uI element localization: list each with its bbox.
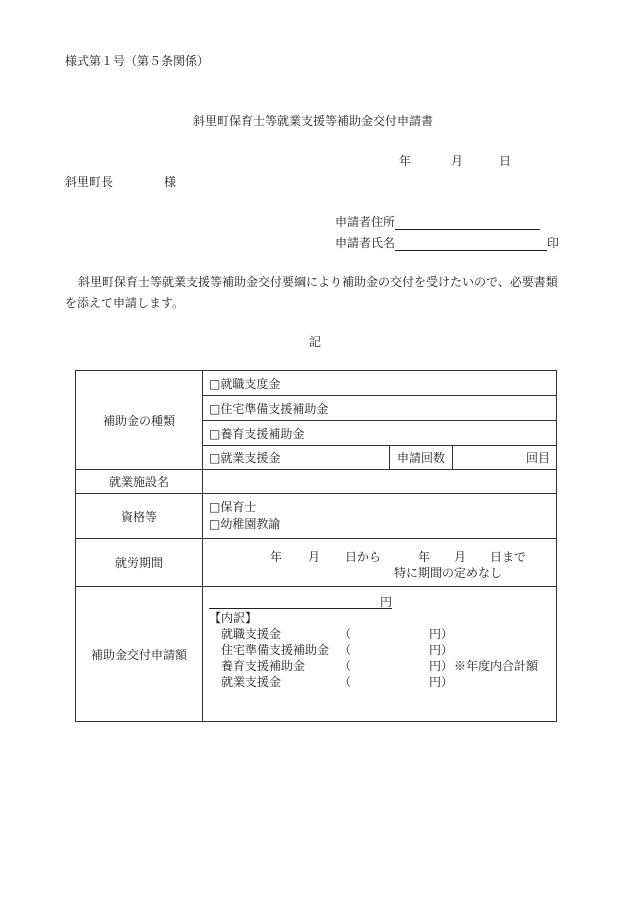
ki-mark: 記: [309, 335, 322, 349]
breakdown-header: 【内訳】: [209, 611, 258, 625]
application-count-field[interactable]: [453, 446, 557, 470]
amount-unit: 円: [379, 595, 392, 609]
date-year: 年: [399, 154, 412, 168]
breakdown-close: 円）: [429, 675, 454, 689]
application-count-label: 申請回数: [390, 446, 453, 470]
breakdown-open: （: [339, 659, 352, 673]
period-label: 就労期間: [76, 539, 203, 587]
body-text-line2: を添えて申請します。: [65, 296, 185, 310]
seal-mark: 印: [547, 236, 560, 250]
no-period-note: 特に期間の定めなし: [394, 565, 503, 580]
breakdown-item-label: 住宅準備支援補助金: [221, 643, 330, 657]
checkbox-icon: [209, 500, 220, 514]
facility-label: 就業施設名: [76, 470, 203, 494]
breakdown-close: 円）: [429, 643, 454, 657]
breakdown-close: 円）: [429, 627, 454, 641]
period-year: 年: [270, 549, 283, 564]
qualification-options: [203, 494, 557, 539]
addressee-suffix: 様: [164, 175, 177, 189]
subsidy-option-4[interactable]: □ 就業支援金: [203, 446, 390, 470]
subsidy-type-label: 補助金の種類: [76, 371, 203, 470]
application-table: [75, 370, 557, 722]
applicant-address-field[interactable]: [395, 216, 540, 230]
subsidy-option-3[interactable]: □ 養育支援補助金: [203, 421, 557, 446]
applicant-name-field[interactable]: [395, 237, 547, 251]
breakdown-item-label: 就業支援金: [221, 675, 282, 689]
checkbox-icon: [209, 377, 220, 391]
application-count-unit: 回目: [526, 451, 551, 465]
period-month-2: 月: [454, 549, 467, 564]
amount-total-field[interactable]: [209, 593, 392, 609]
checkbox-icon: [209, 427, 220, 441]
period-day-to: 日まで: [490, 549, 527, 564]
amount-cell: [203, 587, 557, 722]
breakdown-open: （: [339, 627, 352, 641]
breakdown-open: （: [339, 675, 352, 689]
applicant-name-label: 申請者氏名: [335, 236, 396, 250]
period-year-2: 年: [418, 549, 431, 564]
period-day-from: 日から: [345, 549, 382, 564]
subsidy-option-1[interactable]: □ 就職支度金: [203, 371, 557, 396]
applicant-name-row: [335, 234, 559, 251]
breakdown-item-label: 養育支援補助金: [221, 659, 306, 673]
applicant-address-label: 申請者住所: [335, 215, 396, 229]
form-number: 様式第１号（第５条関係）: [65, 54, 210, 68]
subsidy-option-2[interactable]: □ 住宅準備支援補助金: [203, 396, 557, 421]
checkbox-icon: [209, 517, 220, 531]
breakdown-close: 円）: [429, 659, 454, 673]
breakdown-open: （: [339, 643, 352, 657]
page-title: 斜里町保育士等就業支援等補助金交付申請書: [193, 114, 434, 128]
checkbox-icon: [209, 402, 220, 416]
qualification-label: 資格等: [76, 494, 203, 539]
date-month: 月: [451, 154, 464, 168]
addressee: 斜里町長: [65, 175, 114, 189]
period-cell[interactable]: [203, 539, 557, 587]
body-text-line1: 斜里町保育士等就業支援等補助金交付要綱により補助金の交付を受けたいので、必要書類: [78, 275, 558, 289]
date-day: 日: [499, 154, 512, 168]
applicant-address-row: [335, 213, 540, 230]
qualification-option-2[interactable]: □ 幼稚園教諭: [209, 516, 556, 533]
breakdown-item-label: 就職支援金: [221, 627, 282, 641]
facility-field[interactable]: [203, 470, 557, 494]
period-month: 月: [308, 549, 321, 564]
checkbox-icon: [209, 451, 220, 465]
annual-total-note: ※年度内合計額: [454, 659, 539, 673]
amount-label: 補助金交付申請額: [76, 587, 203, 722]
qualification-option-1[interactable]: □ 保育士: [209, 499, 556, 516]
